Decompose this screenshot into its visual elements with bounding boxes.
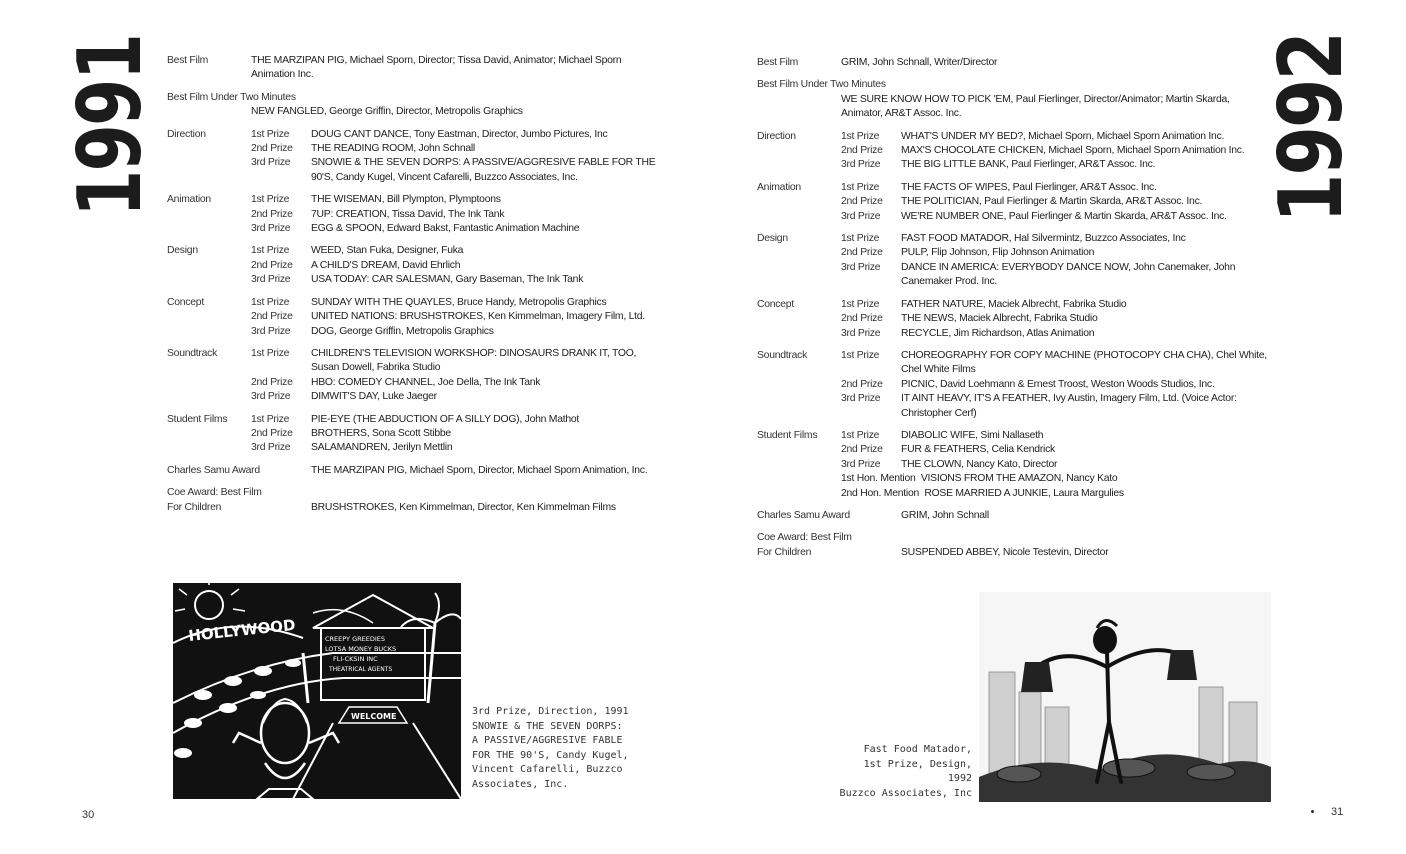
illustration-fast-food-matador xyxy=(979,592,1271,802)
category-label: Concept xyxy=(167,296,204,308)
winner-text: 7UP: CREATION, Tissa David, The Ink Tank xyxy=(311,208,505,220)
winner-text: PULP, Flip Johnson, Flip Johnson Animation xyxy=(901,247,1095,259)
winner-text: FUR & FEATHERS, Celia Kendrick xyxy=(901,444,1055,456)
prize-label: 3rd Prize xyxy=(841,327,881,339)
winner-text: SNOWIE & THE SEVEN DORPS: A PASSIVE/AGGRESIVE FABLE FOR THE 90'S, Candy Kugel, Vincent Cafarelli, Buzzco Associates, Inc. xyxy=(311,157,656,183)
illustration-snowie-seven-dorps xyxy=(173,583,461,799)
winner-text: DOUG CANT DANCE, Tony Eastman, Director, Jumbo Pictures, Inc xyxy=(311,128,608,140)
winner-text: THE READING ROOM, John Schnall xyxy=(311,143,475,155)
category-label: Charles Samu Award xyxy=(167,464,260,476)
category-label: Coe Award: Best Film For Children xyxy=(167,487,262,513)
caption-line: A PASSIVE/AGGRESIVE FABLE xyxy=(472,735,623,747)
winner-text: GRIM, John Schnall xyxy=(901,509,989,521)
award-student-films xyxy=(757,429,1267,501)
caption-1992 xyxy=(834,743,972,801)
winner-text: PIE-EYE (THE ABDUCTION OF A SILLY DOG), John Mathot xyxy=(311,413,580,425)
award-design xyxy=(167,244,657,287)
category-label: Animation xyxy=(757,181,801,193)
prize-label: 3rd Prize xyxy=(251,223,291,235)
winner-text: IT AINT HEAVY, IT'S A FEATHER, Ivy Austin, Imagery Film, Ltd. (Voice Actor: Christopher Cerf) xyxy=(901,393,1237,419)
prize-label: 3rd Prize xyxy=(841,210,881,222)
winner-text: RECYCLE, Jim Richardson, Atlas Animation xyxy=(901,327,1095,339)
award-coe xyxy=(167,486,657,515)
winner-text: THE POLITICIAN, Paul Fierlinger & Martin Skarda, AR&T Assoc. Inc. xyxy=(901,196,1203,208)
winner-text: THE WISEMAN, Bill Plympton, Plymptoons xyxy=(311,194,501,206)
award-coe xyxy=(757,531,1267,560)
winner-text: WE'RE NUMBER ONE, Paul Fierlinger & Martin Skarda, AR&T Assoc. Inc. xyxy=(901,210,1227,222)
winner-text: FAST FOOD MATADOR, Hal Silvermintz, Buzzco Associates, Inc xyxy=(901,233,1186,245)
winner-text: ROSE MARRIED A JUNKIE, Laura Margulies xyxy=(924,487,1124,499)
winner-text: WHAT'S UNDER MY BED?, Michael Sporn, Michael Sporn Animation Inc. xyxy=(901,130,1225,142)
prize-label: 2nd Hon. Mention xyxy=(841,487,920,499)
category-label: Design xyxy=(167,245,198,257)
award-direction xyxy=(167,128,657,186)
prize-label: 3rd Prize xyxy=(841,393,881,405)
caption-line: 1st Prize, Design, 1992 xyxy=(863,758,972,785)
winner-text: UNITED NATIONS: BRUSHSTROKES, Ken Kimmelman, Imagery Film, Ltd. xyxy=(311,311,645,323)
category-label: Best Film Under Two Minutes xyxy=(167,91,296,103)
winner-text: DIMWIT'S DAY, Luke Jaeger xyxy=(311,391,437,403)
category-label: Soundtrack xyxy=(167,347,218,359)
svg-text:FLI-CKSIN INC: FLI-CKSIN INC xyxy=(333,655,378,663)
hollywood-scene-drawing xyxy=(173,583,461,799)
award-direction xyxy=(757,130,1267,173)
winner-text: THE MARZIPAN PIG, Michael Sporn, Director, Michael Sporn Animation, Inc. xyxy=(311,464,648,476)
category-label: Coe Award: Best Film For Children xyxy=(757,532,852,558)
caption-line: Associates, Inc. xyxy=(472,778,569,790)
welcome-mat-text: WELCOME xyxy=(351,712,397,721)
category-label: Design xyxy=(757,233,788,245)
prize-label: 3rd Prize xyxy=(251,157,291,169)
prize-label: 1st Prize xyxy=(841,298,880,310)
prize-label: 1st Prize xyxy=(841,233,880,245)
winner-text: MAX'S CHOCOLATE CHICKEN, Michael Sporn, Michael Sporn Animation Inc. xyxy=(901,145,1245,157)
award-charles-samu xyxy=(757,509,1267,523)
award-best-film xyxy=(757,56,1267,70)
winner-text: THE CLOWN, Nancy Kato, Director xyxy=(901,458,1058,470)
prize-label: 3rd Prize xyxy=(251,442,291,454)
prize-label: 3rd Prize xyxy=(251,391,291,403)
prize-label: 3rd Prize xyxy=(841,261,881,273)
svg-text:THEATRICAL AGENTS: THEATRICAL AGENTS xyxy=(329,666,393,673)
award-concept xyxy=(167,296,657,339)
winner-text: HBO: COMEDY CHANNEL, Joe Della, The Ink Tank xyxy=(311,376,541,388)
category-label: Animation xyxy=(167,194,211,206)
award-best-film-under-two-minutes xyxy=(167,91,657,120)
category-label: Student Films xyxy=(757,429,818,441)
award-best-film-under-two-minutes xyxy=(757,78,1267,121)
matador-drawing xyxy=(979,592,1271,802)
winner-text: THE BIG LITTLE BANK, Paul Fierlinger, AR&T Assoc. Inc. xyxy=(901,159,1156,171)
honorable-mention-row xyxy=(841,487,1267,501)
winner-text: PICNIC, David Loehmann & Ernest Troost, Weston Woods Studios, Inc. xyxy=(901,378,1215,390)
prize-label: 2nd Prize xyxy=(841,145,883,157)
winner-text: THE NEWS, Maciek Albrecht, Fabrika Studio xyxy=(901,313,1098,325)
prize-label: 1st Prize xyxy=(251,296,290,308)
category-label: Direction xyxy=(757,130,796,142)
category-label: Best Film Under Two Minutes xyxy=(757,79,886,91)
winner-text: A CHILD'S DREAM, David Ehrlich xyxy=(311,259,461,271)
prize-label: 2nd Prize xyxy=(841,444,883,456)
prize-label: 1st Prize xyxy=(841,130,880,142)
prize-label: 1st Prize xyxy=(251,194,290,206)
winner-text: USA TODAY: CAR SALESMAN, Gary Baseman, The Ink Tank xyxy=(311,274,584,286)
building-sign-text: CREEPY GREEDIES xyxy=(325,635,386,643)
caption-line: 3rd Prize, Direction, 1991 xyxy=(472,706,629,717)
prize-label: 3rd Prize xyxy=(251,274,291,286)
prize-label: 3rd Prize xyxy=(251,325,291,337)
award-design xyxy=(757,232,1267,290)
winner-text: BROTHERS, Sona Scott Stibbe xyxy=(311,427,451,439)
prize-label: 1st Prize xyxy=(251,413,290,425)
caption-1991 xyxy=(472,705,642,793)
award-student-films xyxy=(167,413,657,456)
year-heading-1991: 1991 xyxy=(59,34,162,217)
year-heading-1992: 1992 xyxy=(1260,32,1363,223)
prize-label: 2nd Prize xyxy=(251,208,293,220)
awards-list-1991 xyxy=(167,54,657,523)
winner-text: DOG, George Griffin, Metropolis Graphics xyxy=(311,325,494,337)
page-number: 31 xyxy=(1331,806,1344,818)
prize-label: 1st Prize xyxy=(841,429,880,441)
winner-text: WEED, Stan Fuka, Designer, Fuka xyxy=(311,245,464,257)
prize-label: 2nd Prize xyxy=(251,143,293,155)
category-label: Soundtrack xyxy=(757,349,808,361)
winner-text: WE SURE KNOW HOW TO PICK 'EM, Paul Fierlinger, Director/Animator; Martin Skarda, Animator, AR&T Assoc. Inc. xyxy=(841,93,1230,120)
winner-text: GRIM, John Schnall, Writer/Director xyxy=(841,57,998,68)
prize-label: 2nd Prize xyxy=(251,259,293,271)
svg-text:LOTSA MONEY BUCKS: LOTSA MONEY BUCKS xyxy=(325,645,397,653)
award-best-film xyxy=(167,54,657,83)
category-label: Direction xyxy=(167,128,206,140)
winner-text: BRUSHSTROKES, Ken Kimmelman, Director, Ken Kimmelman Films xyxy=(311,501,616,513)
winner-text: THE FACTS OF WIPES, Paul Fierlinger, AR&T Assoc. Inc. xyxy=(901,181,1157,193)
category-label: Charles Samu Award xyxy=(757,509,850,521)
caption-line: SNOWIE & THE SEVEN DORPS: xyxy=(472,720,623,732)
awards-list-1992 xyxy=(757,56,1267,568)
winner-text: DIABOLIC WIFE, Simi Nallaseth xyxy=(901,429,1044,441)
category-label: Best Film xyxy=(167,55,209,66)
award-soundtrack xyxy=(757,349,1267,421)
award-soundtrack xyxy=(167,347,657,405)
winner-text: SALAMANDREN, Jerilyn Mettlin xyxy=(311,442,453,454)
winner-text: THE MARZIPAN PIG, Michael Sporn, Director; Tissa David, Animator; Michael Sporn Animation Inc. xyxy=(251,55,622,81)
prize-label: 1st Prize xyxy=(251,347,290,359)
caption-line: FOR THE 90'S, Candy Kugel, xyxy=(472,749,629,761)
category-label: Student Films xyxy=(167,413,228,425)
award-charles-samu xyxy=(167,464,657,478)
winner-text: EGG & SPOON, Edward Bakst, Fantastic Animation Machine xyxy=(311,223,580,235)
winner-text: CHOREOGRAPHY FOR COPY MACHINE (PHOTOCOPY CHA CHA), Chel White, Chel White Films xyxy=(901,349,1267,376)
winner-text: VISIONS FROM THE AMAZON, Nancy Kato xyxy=(920,473,1118,485)
prize-label: 1st Prize xyxy=(841,181,880,193)
honorable-mention-row xyxy=(841,472,1267,486)
winner-text: SUNDAY WITH THE QUAYLES, Bruce Handy, Metropolis Graphics xyxy=(311,296,607,308)
caption-line: Fast Food Matador, xyxy=(863,744,972,755)
prize-label: 3rd Prize xyxy=(841,159,881,171)
award-animation xyxy=(167,193,657,236)
prize-label: 1st Hon. Mention xyxy=(841,473,916,485)
winner-text: NEW FANGLED, George Griffin, Director, Metropolis Graphics xyxy=(251,106,523,118)
winner-text: FATHER NATURE, Maciek Albrecht, Fabrika Studio xyxy=(901,298,1127,310)
prize-label: 2nd Prize xyxy=(251,376,293,388)
page-number: 30 xyxy=(82,809,95,821)
caption-line: Buzzco Associates, Inc xyxy=(839,787,972,799)
award-animation xyxy=(757,181,1267,224)
prize-label: 2nd Prize xyxy=(251,427,293,439)
prize-label: 1st Prize xyxy=(251,128,290,140)
prize-label: 1st Prize xyxy=(251,245,290,257)
page-bullet-dot xyxy=(1311,810,1314,813)
prize-label: 2nd Prize xyxy=(841,378,883,390)
award-concept xyxy=(757,298,1267,341)
caption-line: Vincent Cafarelli, Buzzco xyxy=(472,764,623,776)
category-label: Concept xyxy=(757,298,794,310)
prize-label: 2nd Prize xyxy=(251,311,293,323)
category-label: Best Film xyxy=(757,57,799,68)
winner-text: SUSPENDED ABBEY, Nicole Testevin, Director xyxy=(901,546,1109,558)
prize-label: 1st Prize xyxy=(841,349,880,361)
winner-text: DANCE IN AMERICA: EVERYBODY DANCE NOW, John Canemaker, John Canemaker Prod. Inc. xyxy=(901,261,1236,288)
hollywood-sign-text: HOLLYWOOD xyxy=(187,615,297,645)
prize-label: 2nd Prize xyxy=(841,247,883,259)
winner-text: CHILDREN'S TELEVISION WORKSHOP: DINOSAURS DRANK IT, TOO, Susan Dowell, Fabrika Studio xyxy=(311,347,637,374)
prize-label: 2nd Prize xyxy=(841,313,883,325)
prize-label: 2nd Prize xyxy=(841,196,883,208)
prize-label: 3rd Prize xyxy=(841,458,881,470)
